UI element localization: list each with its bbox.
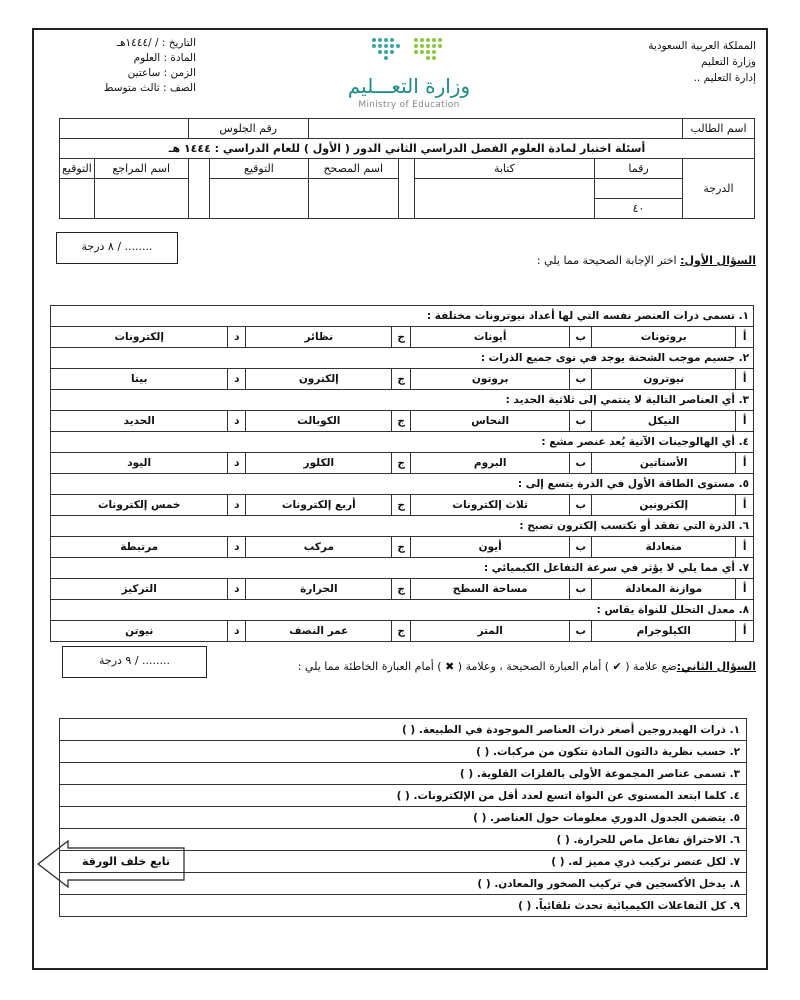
option-letter: ج bbox=[392, 453, 410, 474]
exam-page bbox=[32, 28, 768, 970]
option-letter: ب bbox=[570, 327, 592, 348]
option-letter: ب bbox=[570, 537, 592, 558]
answer-option[interactable]: مركب bbox=[246, 537, 392, 558]
corrector-field[interactable] bbox=[308, 179, 398, 219]
option-letter: ج bbox=[392, 369, 410, 390]
option-letter: أ bbox=[736, 495, 754, 516]
answer-option[interactable]: المتر bbox=[410, 621, 570, 642]
answer-option[interactable]: اليود bbox=[51, 453, 228, 474]
question-row bbox=[51, 600, 754, 621]
q1-instruction: اختر الإجابة الصحيحة مما يلي : bbox=[536, 254, 681, 267]
answer-option[interactable]: أيون bbox=[410, 537, 570, 558]
answer-option[interactable]: الكيلوجرام bbox=[592, 621, 736, 642]
q1-label: السؤال الأول: bbox=[680, 254, 756, 267]
answer-option[interactable]: مساحة السطح bbox=[410, 579, 570, 600]
answer-option[interactable]: إلكترون bbox=[246, 369, 392, 390]
answer-option[interactable]: النحاس bbox=[410, 411, 570, 432]
time-field: الزمن : ساعتين bbox=[127, 67, 196, 79]
option-letter: ج bbox=[392, 411, 410, 432]
answer-option[interactable]: نظائر bbox=[246, 327, 392, 348]
grade-level-field: الصف : ثالث متوسط bbox=[103, 82, 196, 94]
statement-row bbox=[60, 719, 747, 741]
statement-row bbox=[60, 763, 747, 785]
option-letter: أ bbox=[736, 411, 754, 432]
subject-field: المادة : العلوم bbox=[133, 52, 196, 64]
answer-option[interactable]: عمر النصف bbox=[246, 621, 392, 642]
header-line: إدارة التعليم .. bbox=[693, 72, 756, 84]
statement-text[interactable]: ٩. كل التفاعلات الكيميائية تحدث تلقائياً. ( ) bbox=[60, 895, 747, 917]
answer-option[interactable]: بروتونات bbox=[592, 327, 736, 348]
option-letter: أ bbox=[736, 537, 754, 558]
question-text: ٧. أي مما يلي لا يؤثر في سرعة التفاعل الكيميائي : bbox=[51, 558, 754, 579]
option-letter: أ bbox=[736, 621, 754, 642]
option-letter: أ bbox=[736, 453, 754, 474]
answer-option[interactable]: أيونات bbox=[410, 327, 570, 348]
answer-option[interactable]: نيوتن bbox=[51, 621, 228, 642]
seat-number-field[interactable] bbox=[60, 119, 189, 139]
option-letter: ج bbox=[392, 327, 410, 348]
question-text: ٣. أي العناصر التالية لا ينتمي إلى ثلاثية الحديد : bbox=[51, 390, 754, 411]
statement-text[interactable]: ٦. الاحتراق تفاعل ماص للحرارة. ( ) bbox=[60, 829, 747, 851]
options-row bbox=[51, 537, 754, 558]
score-words-field[interactable] bbox=[414, 179, 594, 219]
header-ministry bbox=[576, 38, 756, 86]
student-name-field[interactable] bbox=[308, 119, 682, 139]
option-letter: ب bbox=[570, 411, 592, 432]
answer-option[interactable]: متعادلة bbox=[592, 537, 736, 558]
q2-score-box: ........ / ٩ درجة bbox=[62, 646, 207, 678]
logo-dots-icon bbox=[304, 34, 514, 74]
option-letter: د bbox=[228, 369, 246, 390]
option-letter: ب bbox=[570, 453, 592, 474]
question-text: ٥. مستوى الطاقة الأول في الذرة يتسع إلى : bbox=[51, 474, 754, 495]
question-row bbox=[51, 516, 754, 537]
answer-option[interactable]: بيتا bbox=[51, 369, 228, 390]
answer-option[interactable]: الكلور bbox=[246, 453, 392, 474]
option-letter: ب bbox=[570, 579, 592, 600]
header-exam-meta bbox=[46, 36, 196, 96]
reviewer-signature-field[interactable] bbox=[60, 179, 95, 219]
options-row bbox=[51, 621, 754, 642]
answer-option[interactable]: إلكترونات bbox=[51, 327, 228, 348]
statement-text[interactable]: ٣. تسمى عناصر المجموعة الأولى بالفلزات القلوية. ( ) bbox=[60, 763, 747, 785]
header-line: المملكة العربية السعودية bbox=[648, 40, 756, 52]
seat-number-label: رقم الجلوس bbox=[188, 119, 308, 139]
total-score: ٤٠ bbox=[595, 199, 683, 219]
statement-row bbox=[60, 741, 747, 763]
question-row bbox=[51, 474, 754, 495]
grade-label: الدرجة bbox=[683, 159, 755, 219]
option-letter: ج bbox=[392, 537, 410, 558]
question-text: ٨. معدل التحلل للنواة يقاس : bbox=[51, 600, 754, 621]
question-row bbox=[51, 306, 754, 327]
question-text: ٦. الذرة التي تفقد أو تكتسب إلكترون تصبح : bbox=[51, 516, 754, 537]
statement-text[interactable]: ٤. كلما ابتعد المستوى عن النواة اتسع لعدد أقل من الإلكترونات. ( ) bbox=[60, 785, 747, 807]
in-words-label: كتابة bbox=[414, 159, 594, 179]
reviewer-label: اسم المراجع bbox=[94, 159, 188, 179]
option-letter: ب bbox=[570, 369, 592, 390]
option-letter: ج bbox=[392, 621, 410, 642]
separator-cell bbox=[398, 159, 414, 219]
reviewer-signature-label: التوقيع bbox=[60, 159, 95, 179]
question-text: ٤. أي الهالوجينات الآتية يُعد عنصر مشع : bbox=[51, 432, 754, 453]
statement-text[interactable]: ١. ذرات الهيدروجين أصغر ذرات العناصر الموجودة في الطبيعة. ( ) bbox=[60, 719, 747, 741]
option-letter: ب bbox=[570, 495, 592, 516]
in-numbers-label: رقما bbox=[595, 159, 683, 179]
option-letter: ج bbox=[392, 495, 410, 516]
option-letter: د bbox=[228, 495, 246, 516]
answer-option[interactable]: البروم bbox=[410, 453, 570, 474]
option-letter: ج bbox=[392, 579, 410, 600]
statement-text[interactable]: ٨. يدخل الأكسجين في تركيب الصخور والمعادن. ( ) bbox=[60, 873, 747, 895]
question-row bbox=[51, 390, 754, 411]
continue-arrow bbox=[36, 840, 186, 888]
corrector-signature-field[interactable] bbox=[210, 179, 309, 219]
score-numbers-field[interactable] bbox=[595, 179, 683, 199]
answer-option[interactable]: بروتون bbox=[410, 369, 570, 390]
statement-row bbox=[60, 895, 747, 917]
options-row bbox=[51, 453, 754, 474]
q2-label: السؤال الثاني: bbox=[676, 660, 756, 673]
question-row bbox=[51, 558, 754, 579]
option-letter: أ bbox=[736, 369, 754, 390]
continue-label: تابع خلف الورقة bbox=[81, 855, 171, 868]
answer-option[interactable]: الحديد bbox=[51, 411, 228, 432]
options-row bbox=[51, 579, 754, 600]
options-row bbox=[51, 495, 754, 516]
answer-option[interactable]: النيكل bbox=[592, 411, 736, 432]
option-letter: د bbox=[228, 537, 246, 558]
corrector-label: اسم المصحح bbox=[308, 159, 398, 179]
option-letter: أ bbox=[736, 579, 754, 600]
statement-row bbox=[60, 807, 747, 829]
answer-option[interactable]: ثلاث إلكترونات bbox=[410, 495, 570, 516]
option-letter: د bbox=[228, 579, 246, 600]
ministry-logo bbox=[304, 34, 514, 114]
exam-title: أسئلة اختبار لمادة العلوم الفصل الدراسي الثاني الدور ( الأول ) للعام الدراسي : ١٤٤٤ هـ bbox=[60, 139, 755, 159]
options-row bbox=[51, 327, 754, 348]
option-letter: د bbox=[228, 327, 246, 348]
student-info-table bbox=[59, 118, 755, 219]
options-row bbox=[51, 369, 754, 390]
q1-heading bbox=[537, 254, 756, 267]
logo-english-text: Ministry of Education bbox=[358, 100, 460, 110]
header-line: وزارة التعليم bbox=[701, 56, 756, 68]
question-row bbox=[51, 432, 754, 453]
answer-option[interactable]: الكوبالت bbox=[246, 411, 392, 432]
question-text: ١. تسمى ذرات العنصر نفسه التي لها أعداد نيوترونات مختلفة : bbox=[51, 306, 754, 327]
reviewer-field[interactable] bbox=[94, 179, 188, 219]
statement-text[interactable]: ٢. حسب نظرية دالتون المادة تتكون من مركبات. ( ) bbox=[60, 741, 747, 763]
question-row bbox=[51, 348, 754, 369]
student-name-label: اسم الطالب bbox=[683, 119, 755, 139]
logo-arabic-text: وزارة التعـــليم bbox=[347, 74, 471, 98]
answer-option[interactable]: الحرارة bbox=[246, 579, 392, 600]
option-letter: د bbox=[228, 453, 246, 474]
option-letter: ب bbox=[570, 621, 592, 642]
answer-option[interactable]: خمس إلكترونات bbox=[51, 495, 228, 516]
q2-heading bbox=[298, 660, 756, 673]
answer-option[interactable]: الأستاتين bbox=[592, 453, 736, 474]
option-letter: د bbox=[228, 621, 246, 642]
statement-row bbox=[60, 785, 747, 807]
answer-option[interactable]: مرتبطة bbox=[51, 537, 228, 558]
answer-option[interactable]: التركيز bbox=[51, 579, 228, 600]
mcq-table bbox=[50, 305, 754, 642]
option-letter: أ bbox=[736, 327, 754, 348]
answer-option[interactable]: موازنة المعادلة bbox=[592, 579, 736, 600]
answer-option[interactable]: نيوترون bbox=[592, 369, 736, 390]
option-letter: د bbox=[228, 411, 246, 432]
statement-text[interactable]: ٥. يتضمن الجدول الدوري معلومات حول العناصر. ( ) bbox=[60, 807, 747, 829]
options-row bbox=[51, 411, 754, 432]
statement-text[interactable]: ٧. لكل عنصر تركيب ذري مميز له. ( ) bbox=[60, 851, 747, 873]
q2-instruction: ضع علامة ( ✔ ) أمام العبارة الصحيحة ، وعلامة ( ✖ ) أمام العبارة الخاطئة مما يلي : bbox=[297, 660, 677, 673]
corrector-signature-label: التوقيع bbox=[210, 159, 309, 179]
separator-cell bbox=[188, 159, 209, 219]
answer-option[interactable]: أربع إلكترونات bbox=[246, 495, 392, 516]
answer-option[interactable]: إلكترونين bbox=[592, 495, 736, 516]
date-field: التاريخ : / /١٤٤٤هـ bbox=[116, 37, 196, 49]
question-text: ٢. جسيم موجب الشحنة يوجد في نوى جميع الذرات : bbox=[51, 348, 754, 369]
q1-score-box: ........ / ٨ درجة bbox=[56, 232, 178, 264]
